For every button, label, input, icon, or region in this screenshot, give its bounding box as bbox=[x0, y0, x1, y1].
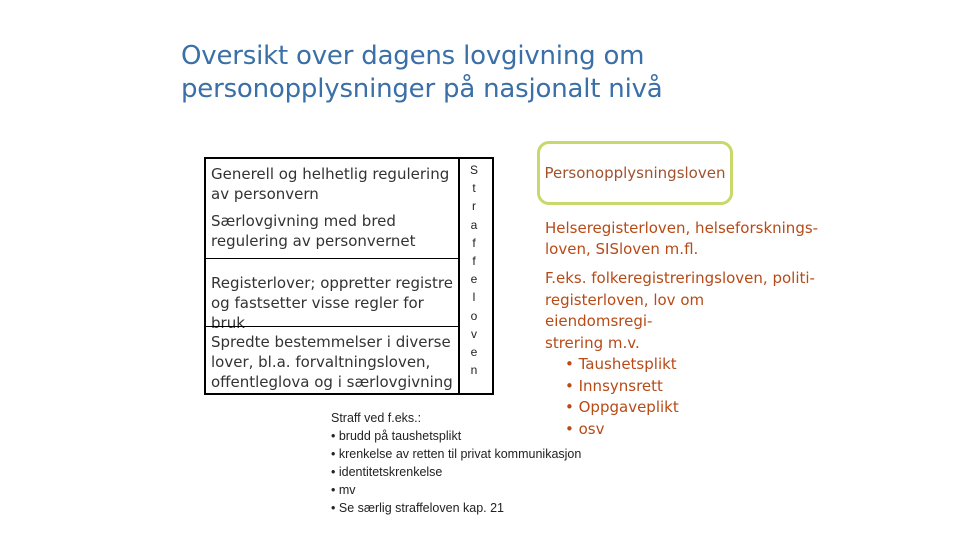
feks-line: strering m.v. bbox=[545, 333, 640, 352]
feks-line: registerloven, lov om eiendomsregi- bbox=[545, 290, 705, 330]
row-text: Registerlover; oppretter registre bbox=[211, 274, 453, 292]
row-text: Særlovgivning med bred bbox=[211, 212, 396, 230]
helse-line: loven, SISloven m.fl. bbox=[545, 240, 699, 258]
list-item: • mv bbox=[331, 481, 661, 499]
vertical-letter: S bbox=[469, 163, 478, 177]
vertical-letter: a bbox=[470, 217, 478, 232]
row-text: av personvern bbox=[211, 185, 319, 203]
vertical-letter: o bbox=[470, 308, 478, 323]
list-item: • identitetskrenkelse bbox=[331, 463, 661, 481]
row-text: regulering av personvernet bbox=[211, 232, 416, 250]
slide-title bbox=[181, 40, 741, 106]
law-overview-table bbox=[204, 157, 494, 395]
personopplysningsloven-label: Personopplysningsloven bbox=[544, 164, 726, 182]
list-item: • Innsynsrett bbox=[545, 376, 815, 398]
row-text: og fastsetter visse regler for bruk bbox=[211, 294, 424, 332]
list-item: • Oppgaveplikt bbox=[545, 397, 815, 419]
vertical-letter: l bbox=[472, 290, 476, 305]
vertical-letter: r bbox=[472, 199, 476, 214]
vertical-letter: e bbox=[470, 272, 478, 287]
table-row-saerlov bbox=[211, 211, 455, 251]
straff-section bbox=[331, 409, 661, 517]
feks-line: F.eks. folkeregistreringsloven, politi- bbox=[545, 269, 815, 287]
row-text: Spredte bestemmelser i diverse bbox=[211, 333, 451, 351]
table-left-column bbox=[206, 159, 460, 393]
row-divider bbox=[206, 326, 458, 327]
straff-bullet-list bbox=[331, 427, 661, 517]
row-text: lover, bl.a. forvaltningsloven, bbox=[211, 353, 431, 371]
vertical-letter: f bbox=[472, 235, 476, 250]
title-line-1: Oversikt over dagens lovgivning om bbox=[181, 41, 645, 71]
vertical-straffeloven-label bbox=[464, 161, 484, 379]
row-divider bbox=[206, 258, 458, 259]
table-row-general bbox=[211, 164, 455, 204]
list-item: • brudd på taushetsplikt bbox=[331, 427, 661, 445]
table-row-registerlover bbox=[211, 273, 455, 333]
personopplysningsloven-box bbox=[537, 141, 733, 205]
title-line-2: personopplysninger på nasjonalt nivå bbox=[181, 74, 663, 104]
row-text: offentleglova og i særlovgivning bbox=[211, 373, 453, 391]
list-item: • osv bbox=[545, 419, 815, 441]
straff-heading: Straff ved f.eks.: bbox=[331, 411, 422, 425]
list-item: • Se særlig straffeloven kap. 21 bbox=[331, 499, 661, 517]
vertical-letter: t bbox=[472, 181, 476, 196]
list-item: • krenkelse av retten til privat kommunikasjon bbox=[331, 445, 661, 463]
list-item: • Taushetsplikt bbox=[545, 354, 815, 376]
helse-laws-text bbox=[545, 218, 835, 260]
vertical-letter: n bbox=[470, 363, 478, 378]
vertical-letter: e bbox=[470, 345, 478, 360]
vertical-letter: f bbox=[472, 254, 476, 269]
vertical-letter: v bbox=[471, 326, 477, 341]
row-text: Generell og helhetlig regulering bbox=[211, 165, 450, 183]
table-row-spredte bbox=[211, 332, 455, 392]
helse-line: Helseregisterloven, helseforsknings- bbox=[545, 219, 819, 237]
